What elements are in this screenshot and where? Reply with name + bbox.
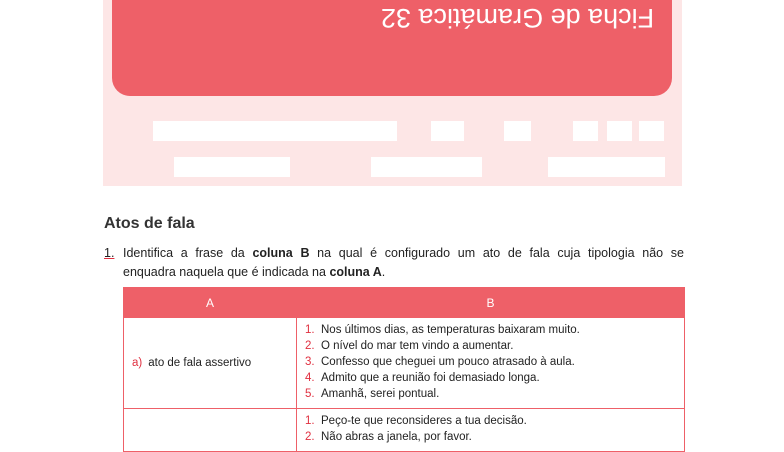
question-line-2: enquadra naquela que é indicada na coluna A. bbox=[123, 265, 386, 279]
table-row bbox=[124, 318, 685, 409]
teacher-field[interactable] bbox=[174, 157, 290, 177]
section-title: Atos de fala bbox=[104, 215, 195, 232]
item-label: ato de fala assertivo bbox=[148, 357, 252, 369]
option-item[interactable]: 1. Nos últimos dias, as temperaturas baixaram muito. bbox=[305, 324, 580, 336]
option-item[interactable]: 4. Admito que a reunião foi demasiado longa. bbox=[305, 372, 540, 384]
matching-table bbox=[123, 287, 685, 452]
class-field[interactable] bbox=[504, 121, 531, 141]
option-item[interactable]: 3. Confesso que cheguei um pouco atrasado à aula. bbox=[305, 356, 575, 368]
question-number: 1. bbox=[104, 246, 115, 260]
column-a-cell bbox=[124, 409, 297, 452]
question-line-1: Identifica a frase da coluna B na qual é configurado um ato de fala cuja tipologia não se bbox=[123, 246, 684, 260]
date-day-field[interactable] bbox=[573, 121, 598, 141]
column-a-cell bbox=[124, 318, 297, 409]
date-month-field[interactable] bbox=[607, 121, 632, 141]
column-b-cell bbox=[297, 318, 685, 409]
option-item[interactable]: 2. O nível do mar tem vindo a aumentar. bbox=[305, 340, 514, 352]
name-field[interactable] bbox=[153, 121, 397, 141]
title-banner bbox=[112, 0, 672, 96]
option-item[interactable]: 5. Amanhã, serei pontual. bbox=[305, 388, 440, 400]
column-a-header: A bbox=[124, 288, 297, 318]
item-letter: a) bbox=[132, 357, 143, 369]
option-item[interactable]: 1. Peço-te que reconsideres a tua decisão. bbox=[305, 415, 527, 427]
column-b-cell bbox=[297, 409, 685, 452]
number-field[interactable] bbox=[431, 121, 464, 141]
guardian-field[interactable] bbox=[548, 157, 665, 177]
grade-field[interactable] bbox=[371, 157, 482, 177]
date-year-field[interactable] bbox=[639, 121, 664, 141]
option-item[interactable]: 2. Não abras a janela, por favor. bbox=[305, 431, 472, 443]
column-b-header: B bbox=[297, 288, 685, 318]
table-row bbox=[124, 409, 685, 452]
page-title: Ficha de Gramática 32 bbox=[380, 3, 654, 33]
